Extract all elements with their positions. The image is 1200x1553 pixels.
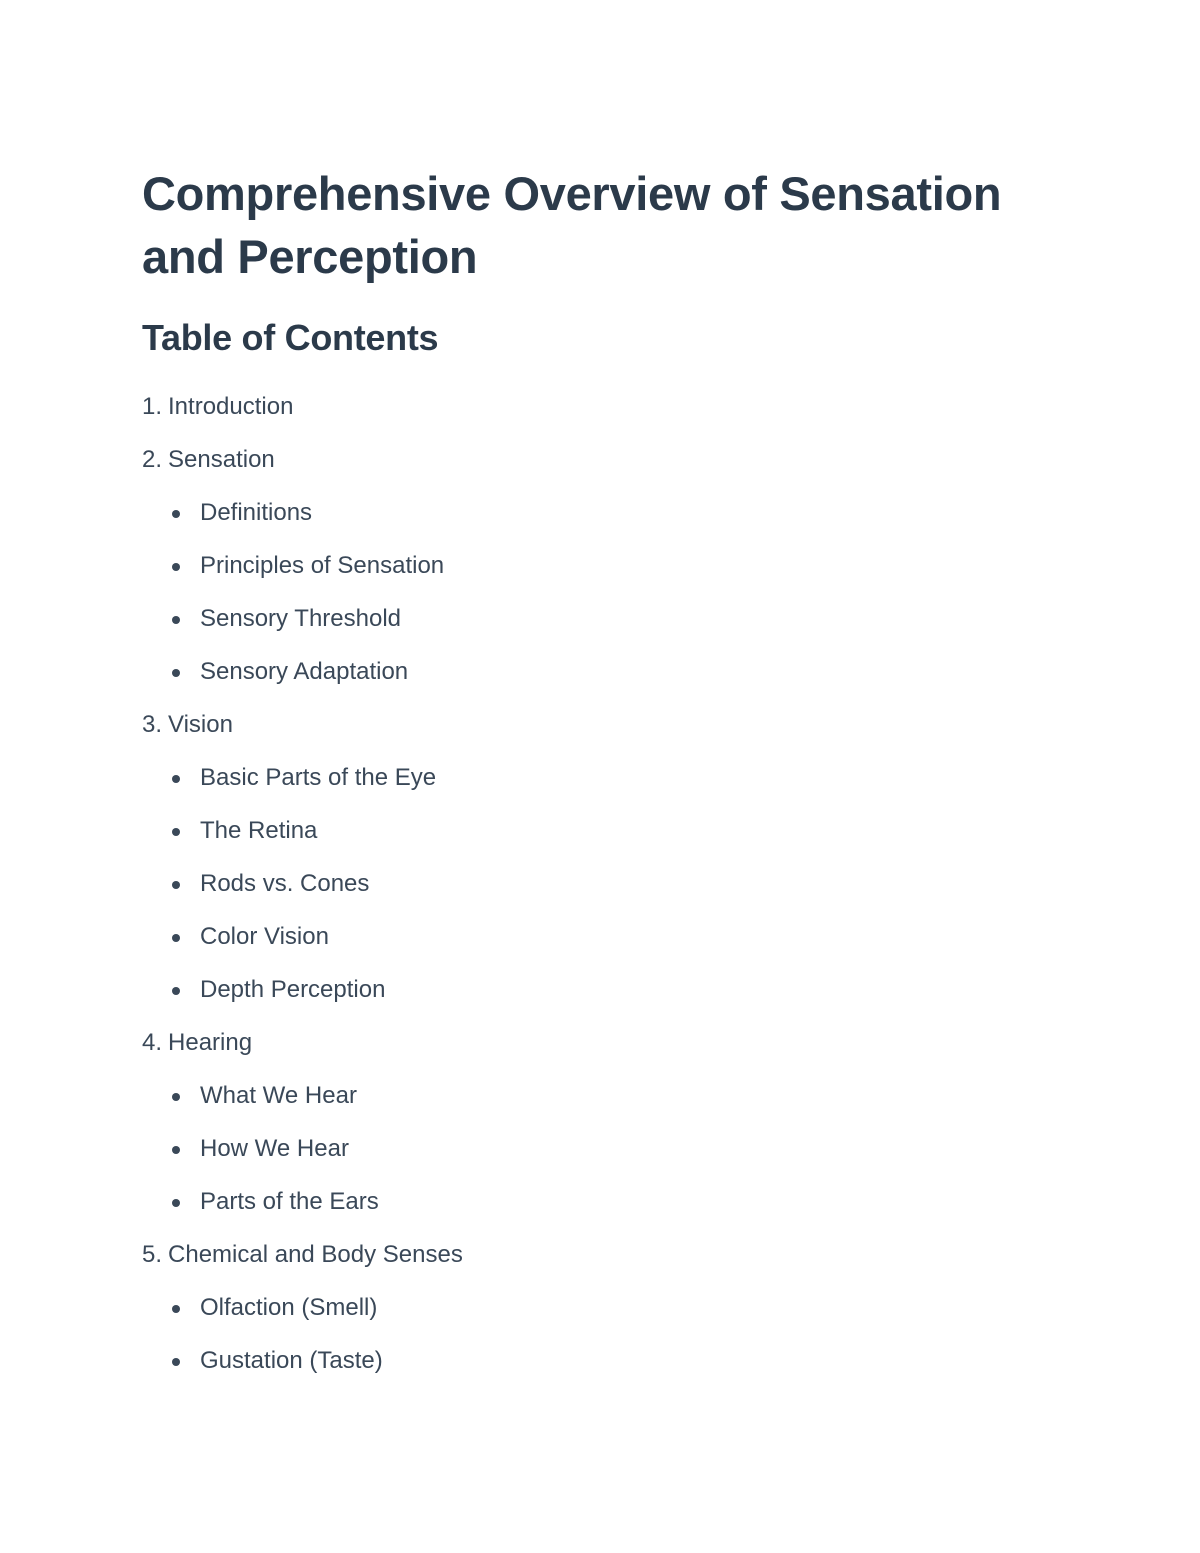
toc-subitem-label: Olfaction (Smell)	[200, 1294, 378, 1321]
toc-item	[142, 1228, 463, 1281]
toc-subitem	[142, 1281, 463, 1334]
bullet-icon	[172, 1358, 180, 1366]
toc-item-number: 1.	[142, 393, 163, 420]
bullet-icon	[172, 563, 180, 571]
bullet-icon	[172, 1146, 180, 1154]
toc-item-label: Sensation	[168, 446, 275, 473]
bullet-icon	[172, 881, 180, 889]
toc-subitem-label: What We Hear	[200, 1082, 357, 1109]
toc-item-number: 5.	[142, 1241, 163, 1268]
toc-subitem	[142, 1175, 463, 1228]
toc-item-label: Introduction	[168, 393, 294, 420]
toc-subitem	[142, 1122, 463, 1175]
toc-subitem-label: Principles of Sensation	[200, 552, 445, 579]
toc-item-number: 4.	[142, 1029, 163, 1056]
toc-subitem-label: Sensory Adaptation	[200, 658, 409, 685]
toc-subitem-label: Definitions	[200, 499, 313, 526]
bullet-icon	[172, 775, 180, 783]
toc-subitem-label: Color Vision	[200, 923, 329, 950]
toc-subitem-label: Basic Parts of the Eye	[200, 764, 437, 791]
toc-subitem	[142, 486, 463, 539]
document-title: Comprehensive Overview of Sensation and Perception	[142, 167, 1002, 283]
toc-subitem-label: Gustation (Taste)	[200, 1347, 383, 1374]
toc-item-label: Hearing	[168, 1029, 253, 1056]
toc-subitem-label: Parts of the Ears	[200, 1188, 379, 1215]
toc-item-label: Vision	[168, 711, 233, 738]
bullet-icon	[172, 669, 180, 677]
toc-subitem-label: How We Hear	[200, 1135, 349, 1162]
bullet-icon	[172, 616, 180, 624]
toc-item-label: Chemical and Body Senses	[168, 1241, 463, 1268]
bullet-icon	[172, 987, 180, 995]
toc-subitem-label: The Retina	[200, 817, 318, 844]
bullet-icon	[172, 934, 180, 942]
toc-item	[142, 380, 463, 433]
toc-subitem	[142, 857, 463, 910]
toc-heading: Table of Contents	[142, 317, 439, 358]
toc-subitem	[142, 910, 463, 963]
toc-subitem	[142, 963, 463, 1016]
toc-subitem	[142, 645, 463, 698]
bullet-icon	[172, 1093, 180, 1101]
bullet-icon	[172, 1305, 180, 1313]
toc-item-number: 2.	[142, 446, 163, 473]
toc-item	[142, 1016, 463, 1069]
toc-item-number: 3.	[142, 711, 163, 738]
toc-subitem-label: Rods vs. Cones	[200, 870, 370, 897]
toc-subitem-label: Depth Perception	[200, 976, 386, 1003]
toc-subitem	[142, 1334, 463, 1387]
toc-item	[142, 698, 463, 751]
toc-subitem	[142, 539, 463, 592]
bullet-icon	[172, 828, 180, 836]
toc-subitem	[142, 804, 463, 857]
toc-item	[142, 433, 463, 486]
toc-subitem	[142, 592, 463, 645]
toc-subitem-label: Sensory Threshold	[200, 605, 401, 632]
table-of-contents	[142, 380, 463, 1387]
bullet-icon	[172, 1199, 180, 1207]
toc-subitem	[142, 751, 463, 804]
toc-subitem	[142, 1069, 463, 1122]
bullet-icon	[172, 510, 180, 518]
